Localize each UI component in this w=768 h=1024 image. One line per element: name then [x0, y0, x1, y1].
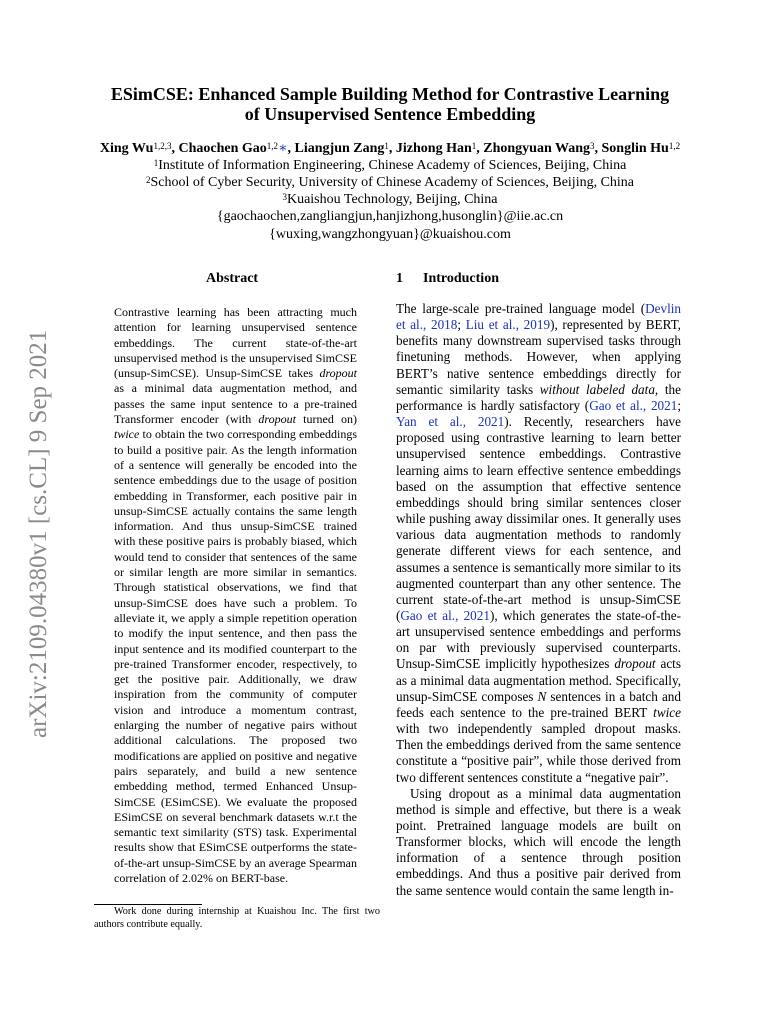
citation-link[interactable]: Gao et al., 2021 — [400, 607, 490, 623]
author-name: Xing Wu — [99, 141, 154, 156]
arxiv-identifier-stamp — [4, 330, 64, 740]
emphasis: without labeled data — [539, 381, 655, 397]
affiliation-2 — [60, 174, 720, 191]
title-line-1: ESimCSE: Enhanced Sample Building Method for Contrastive Learning — [110, 84, 670, 104]
author-name: Zhongyuan Wang — [483, 141, 591, 156]
author-affiliation-marks: 1,2,3 — [153, 141, 172, 151]
introduction-heading — [396, 271, 499, 287]
author-name: Songlin Hu — [601, 141, 669, 156]
emphasis: dropout — [319, 366, 357, 381]
introduction-body — [396, 301, 681, 899]
author-affiliation-marks: 1,2 — [668, 141, 681, 151]
email-line-2: {wuxing,wangzhongyuan}@kuaishou.com — [269, 227, 511, 242]
author-affiliation-marks: 1,2 — [266, 141, 279, 151]
emphasis: twice — [114, 427, 140, 442]
affiliation-text: Kuaishou Technology, Beijing, China — [286, 192, 498, 207]
author-affiliation-marks: 1 — [471, 141, 477, 151]
paper-title — [70, 84, 710, 124]
footnote-rule — [94, 904, 202, 905]
author-name: Liangjun Zang — [294, 141, 385, 156]
emphasis: dropout — [258, 412, 296, 427]
affiliation-1 — [60, 157, 720, 174]
author-list: Xing Wu$^{1,2,3}$, Chaochen Gao$^{1,2}$∗, Liangjun Zang$^1$, Jizhong Han$^1$, Zhongyuan Wang$^3$, Songlin Hu$^{1,2}$ — [99, 141, 681, 156]
section-number: 1 — [396, 271, 403, 286]
author-affiliation-marks: 1 — [384, 141, 389, 151]
author-name: Chaochen Gao — [178, 141, 267, 156]
section-title: Introduction — [423, 271, 499, 286]
email-line-1: {gaochaochen,zangliangjun,hanjizhong,husonglin}@iie.ac.cn — [216, 209, 564, 224]
citation-link[interactable]: Devlin et al., 2018 — [396, 301, 681, 333]
introduction-paragraph: Using dropout as a minimal data augmentation method is simple and effective, but there is a weak point. Pretrained language models are built on Transformer blocks, which will encode the length information of a sentence through position embeddings. And thus a positive pair derived from the same sentence would contain the same length in- — [396, 785, 681, 898]
author-name: Jizhong Han — [395, 141, 472, 156]
citation-link[interactable]: Yan et al., 2021 — [396, 414, 505, 430]
emphasis: dropout — [614, 656, 656, 672]
arxiv-identifier-text: arXiv:2109.04380v1 [cs.CL] 9 Sep 2021 — [25, 330, 52, 738]
abstract-heading: Abstract — [206, 271, 259, 286]
title-line-2: of Unsupervised Sentence Embedding — [244, 104, 536, 124]
footnote-text: Work done during internship at Kuaishou Inc. The first two authors contribute equally. — [94, 906, 380, 930]
author-affiliation-marks: 3 — [590, 141, 595, 151]
abstract-body: Contrastive learning has been attracting much attention for learning unsupervised sentence embeddings. The current state-of-the-art unsupervised method is the unsupervised SimCSE (unsup-SimCSE). Unsup-SimCSE takes dropout as a minimal data augmentation method, and passes the same input sentence to a pre-trained Transformer encoder (with dropout turned on) twice to obtain the two corresponding embeddings to build a positive pair. As the length information of a sentence will generally be encoded into the sentence embeddings due to the usage of position embedding in Transformer, each positive pair in unsup-SimCSE actually contains the same length information. And thus unsup-SimCSE trained with these positive pairs is probably biased, which would tend to consider that sentences of the same or similar length are more similar in semantics. Through statistical observations, we find that unsup-SimCSE does have such a problem. To alleviate it, we apply a simple repetition operation to modify the input sentence, and then pass the input sentence and its modified counterpart to the pre-trained Transformer encoder, respectively, to get the positive pair. Additionally, we draw inspiration from the community of computer vision and introduce a momentum contrast, enlarging the number of negative pairs without additional calculations. The proposed two modifications are applied on positive and negative pairs separately, and build a new sentence embedding method, termed Enhanced Unsup-SimCSE (ESimCSE). We evaluate the proposed ESimCSE on several benchmark datasets w.r.t the semantic text similarity (STS) task. Experimental results show that ESimCSE outperforms the state-of-the-art unsup-SimCSE by an average Spearman correlation of 2.02% on BERT-base. — [114, 305, 358, 885]
affiliation-number: 2 — [145, 175, 151, 185]
footnote-mark: ∗ — [278, 141, 288, 156]
affiliation-text: Institute of Information Engineering, Chinese Academy of Sciences, Beijing, China — [158, 158, 627, 173]
affiliation-number: 1 — [153, 158, 159, 168]
citation-link[interactable]: Liu et al., 2019 — [465, 317, 551, 333]
affiliation-3 — [60, 191, 720, 208]
citation-link[interactable]: Gao et al., 2021 — [589, 397, 678, 413]
affiliation-number: 3 — [282, 192, 287, 202]
introduction-paragraph: The large-scale pre-trained language model (Devlin et al., 2018; Liu et al., 2019), represented by BERT, benefits many downstream supervised tasks through finetuning methods. However, when applying BERT’s native sentence embeddings directly for semantic similarity tasks without labeled data, the performance is hardly satisfactory (Gao et al., 2021; Yan et al., 2021). Recently, researchers have proposed using contrastive learning to learn better unsupervised sentence embeddings. Contrastive learning aims to learn effective sentence embeddings based on the assumption that effective sentence embeddings should bring similar sentences closer while pushing away dissimilar ones. It generally uses various data augmentation methods to randomly generate different views for each sentence, and assumes a sentence is semantically more similar to its augmented counterpart than any other sentence. The current state-of-the-art method is unsup-SimCSE (Gao et al., 2021), which generates the state-of-the-art unsupervised sentence embeddings and performs on par with previously supervised counterparts. Unsup-SimCSE implicitly hypothesizes dropout acts as a minimal data augmentation method. Specifically, unsup-SimCSE composes N sentences in a batch and feeds each sentence to the pre-trained BERT twice with two independently sampled dropout masks. Then the embeddings derived from the same sentence constitute a “positive pair”, while those derived from two different sentences constitute a “negative pair”. — [396, 301, 681, 785]
affiliation-text: School of Cyber Security, University of Chinese Academy of Sciences, Beijing, China — [150, 175, 635, 190]
emphasis: twice — [653, 704, 681, 720]
math-symbol: N — [537, 688, 547, 704]
